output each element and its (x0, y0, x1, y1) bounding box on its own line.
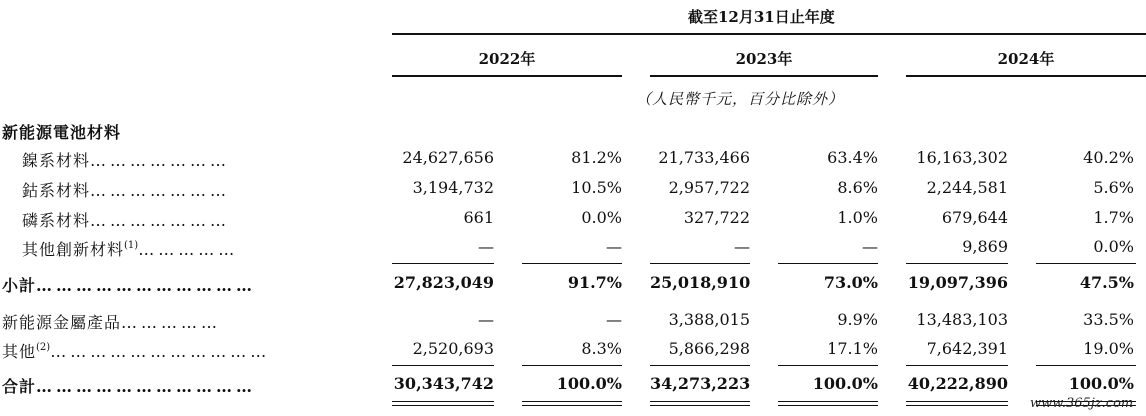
cell-v2023: 3,388,015 (668, 310, 750, 329)
cell-v2024: 679,644 (941, 208, 1008, 227)
total-v2022: 30,343,742 (393, 374, 494, 393)
subtotal-p2022: 91.7% (567, 273, 622, 292)
period-header: 截至12月31日止年度 (688, 8, 835, 26)
double-rule (650, 401, 750, 402)
total-rule (522, 365, 622, 366)
subtotal-v2023: 25,018,910 (650, 273, 751, 292)
cell-p2024: 40.2% (1083, 148, 1134, 167)
cell-v2024: 16,163,302 (916, 148, 1008, 167)
year-rule-2023 (650, 75, 878, 77)
watermark: www.365jz.com (1030, 396, 1134, 411)
total-v2023: 34,273,223 (650, 374, 751, 393)
section-title: 新能源電池材料 (2, 123, 122, 142)
year-rule-2022 (392, 75, 622, 77)
cell-p2024: 5.6% (1093, 178, 1134, 197)
double-rule (906, 405, 1008, 406)
cell-v2022: — (478, 310, 494, 329)
cell-p2023: 63.4% (827, 148, 878, 167)
cell-p2022: — (606, 237, 622, 256)
subtotal-p2023: 73.0% (823, 273, 878, 292)
total-rule (778, 365, 878, 366)
total-p2022: 100.0% (556, 374, 622, 393)
subtotal-v2024: 19,097,396 (907, 273, 1008, 292)
subtotal-rule (650, 263, 750, 264)
cell-p2023: 8.6% (837, 178, 878, 197)
cell-v2024: 2,244,581 (926, 178, 1008, 197)
cell-v2023: 2,957,722 (668, 178, 750, 197)
double-rule (906, 401, 1008, 402)
subtotal-label: 小計…………………………… (2, 276, 257, 295)
year-rule-2024 (906, 75, 1146, 77)
double-rule (522, 401, 622, 402)
header-rule (392, 33, 1146, 35)
subtotal-rule (392, 263, 494, 264)
cell-v2023: 327,722 (683, 208, 750, 227)
cell-v2024: 9,869 (962, 237, 1008, 256)
subtotal-p2024: 47.5% (1079, 273, 1134, 292)
total-v2024: 40,222,890 (907, 374, 1008, 393)
double-rule (522, 405, 622, 406)
subtotal-rule (778, 263, 878, 264)
cell-v2022: 661 (463, 208, 494, 227)
double-rule (392, 401, 494, 402)
cell-v2024: 13,483,103 (916, 310, 1008, 329)
cell-v2022: 2,520,693 (412, 339, 494, 358)
cell-p2024: 1.7% (1093, 208, 1134, 227)
double-rule (650, 405, 750, 406)
row-label: 新能源金屬產品…………… (2, 313, 222, 332)
double-rule (778, 405, 878, 406)
cell-v2023: — (734, 237, 750, 256)
cell-p2024: 19.0% (1083, 339, 1134, 358)
row-label: 其他創新材料$^{(1)}$…………… (22, 240, 239, 259)
footnote-marker: (2) (36, 342, 51, 353)
cell-p2022: 10.5% (571, 178, 622, 197)
cell-v2022: — (478, 237, 494, 256)
total-label: 合計…………………………… (2, 377, 257, 396)
cell-p2023: — (862, 237, 878, 256)
cell-v2022: 3,194,732 (412, 178, 494, 197)
total-rule (1036, 365, 1136, 366)
cell-v2022: 24,627,656 (402, 148, 494, 167)
total-p2023: 100.0% (812, 374, 878, 393)
unit-note: （人民幣千元，百分比除外） (636, 90, 845, 108)
cell-v2023: 21,733,466 (658, 148, 750, 167)
cell-p2022: 0.0% (581, 208, 622, 227)
total-p2024: 100.0% (1068, 374, 1134, 393)
subtotal-rule (906, 263, 1008, 264)
cell-p2022: — (606, 310, 622, 329)
cell-v2024: 7,642,391 (926, 339, 1008, 358)
footnote-marker: (1) (124, 240, 139, 251)
cell-p2024: 33.5% (1083, 310, 1134, 329)
double-rule (392, 405, 494, 406)
cell-p2024: 0.0% (1093, 237, 1134, 256)
row-label: 鈷系材料………………… (22, 181, 231, 200)
row-label: 鎳系材料………………… (22, 151, 231, 170)
year-2022: 2022年 (478, 50, 536, 68)
year-2024: 2024年 (997, 50, 1055, 68)
cell-v2023: 5,866,298 (668, 339, 750, 358)
double-rule (778, 401, 878, 402)
cell-p2022: 8.3% (581, 339, 622, 358)
cell-p2023: 1.0% (837, 208, 878, 227)
subtotal-rule (522, 263, 622, 264)
total-rule (650, 365, 750, 366)
total-rule (906, 365, 1008, 366)
cell-p2023: 17.1% (827, 339, 878, 358)
cell-p2022: 81.2% (571, 148, 622, 167)
total-rule (392, 365, 494, 366)
subtotal-rule (1036, 263, 1136, 264)
row-label: 磷系材料………………… (22, 211, 231, 230)
year-2023: 2023年 (735, 50, 793, 68)
cell-p2023: 9.9% (837, 310, 878, 329)
row-label: 其他$^{(2)}$…………………………… (2, 342, 271, 361)
subtotal-v2022: 27,823,049 (393, 273, 494, 292)
